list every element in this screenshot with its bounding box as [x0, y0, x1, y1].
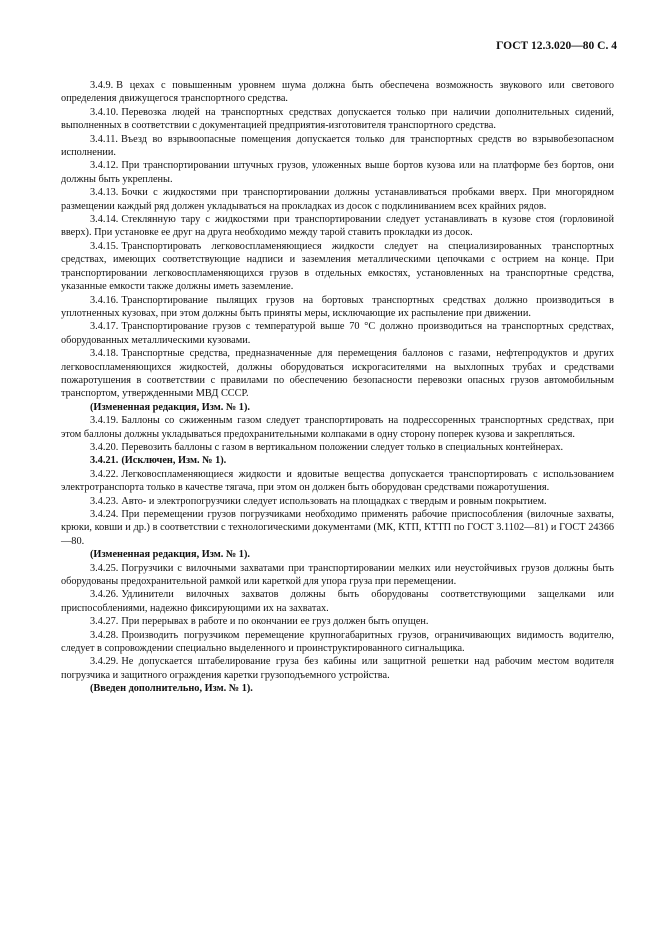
clause-paragraph [61, 508, 614, 548]
clause-number: 3.4.18. [90, 348, 119, 360]
clause-paragraph [61, 629, 614, 656]
clause-text: Транспортирование грузов с температурой выше 70 °С должно производиться на транспортных средствах, оборудованных металлическими кузовами. [61, 321, 614, 346]
clause-number: 3.4.16. [90, 294, 119, 306]
clause-text: Въезд во взрывоопасные помещения допускается только для транспортных средств во взрывобезопасном исполнении. [61, 133, 614, 159]
clause-text: Баллоны со сжиженным газом следует транспортировать на подрессоренных транспортных средствах, при этом баллоны должны укладываться предохранительными колпаками в одну сторону поперек кузова и закрепляться. [61, 415, 614, 440]
clause-paragraph [61, 186, 614, 213]
amendment-note [61, 454, 614, 467]
document-body [61, 79, 614, 696]
clause-text: Авто- и электропогрузчики следует использовать на площадках с твердым и ровным покрытием. [121, 495, 547, 507]
clause-number: 3.4.29. [90, 656, 119, 668]
clause-number: 3.4.9. [90, 80, 114, 91]
clause-number: 3.4.23. [90, 495, 119, 507]
clause-number: 3.4.20. [90, 441, 119, 453]
clause-text: При транспортировании штучных грузов, уложенных выше бортов кузова или на платформе без бортов, они должны быть укреплены. [61, 160, 614, 185]
amendment-text: (Измененная редакция, Изм. № 1). [90, 549, 250, 561]
clause-number: 3.4.14. [90, 214, 119, 226]
clause-paragraph [61, 562, 614, 589]
clause-text: Погрузчики с вилочными захватами при транспортировании мелких или неустойчивых грузов должны быть оборудованы предохранительной рамкой или кареткой для упора груза при перемещении. [61, 562, 614, 588]
amendment-text: (Измененная редакция, Изм. № 1). [90, 401, 250, 413]
clause-paragraph [61, 414, 614, 441]
amendment-text: (Исключен, Изм. № 1). [121, 455, 227, 467]
clause-paragraph [61, 655, 614, 682]
clause-number: 3.4.17. [90, 321, 119, 333]
clause-paragraph [61, 106, 614, 133]
clause-text: Легковоспламеняющиеся жидкости и ядовитые вещества допускается транспортировать с использованием электротранспорта только в качестве тягача, при этом он должен быть оборудован средствами пожаротушения. [61, 468, 614, 494]
clause-paragraph [61, 495, 614, 508]
clause-text: Транспортировать легковоспламеняющиеся жидкости следует на специализированных транспортных средствах, имеющих соответствующие надписи и заземления металлическими цепочками с острием на конце. При транспортировании легковоспламеняющихся грузов в отдельных емкостях, установленных на транспортные средства, указанные емкости также должны иметь заземление. [61, 240, 614, 293]
clause-number: 3.4.28. [90, 629, 119, 641]
clause-text: При перемещении грузов погрузчиками необходимо применять рабочие приспособления (вилочные захваты, крюки, ковши и др.) в соответствии с технологическими документами (МК, КТП, КТТП по ГОСТ 3.1102—81) и ГОСТ 24366—80. [61, 509, 614, 547]
clause-text: Перевозка людей на транспортных средствах допускается только при наличии дополнительных сидений, выполненных в соответствии с документацией предприятия-изготовителя транспортного средства. [61, 106, 614, 132]
clause-text: Стеклянную тару с жидкостями при транспортировании следует устанавливать в кузове стоя (горловиной вверх). При установке ее друг на друга необходимо между тарой ставить прокладки из досок. [61, 214, 614, 239]
clause-number: 3.4.13. [90, 187, 119, 199]
amendment-text: (Введен дополнительно, Изм. № 1). [90, 683, 253, 695]
clause-paragraph [61, 79, 614, 106]
clause-text: Производить погрузчиком перемещение крупногабаритных грузов, ограничивающих видимость водителю, следует в сопровождении специально выделенного и проинструктированного сигнальщика. [61, 629, 614, 655]
clause-paragraph [61, 347, 614, 401]
clause-paragraph [61, 441, 614, 454]
clause-text: Транспортирование пылящих грузов на бортовых транспортных средствах должно производиться в уплотненных кузовах, при этом должны быть приняты меры, исключающие их распыление при движении. [61, 294, 614, 319]
clause-paragraph [61, 133, 614, 160]
amendment-note [61, 682, 614, 695]
clause-paragraph [61, 320, 614, 347]
clause-paragraph [61, 615, 614, 628]
clause-number: 3.4.11. [90, 133, 118, 145]
clause-paragraph [61, 159, 614, 186]
clause-number: 3.4.21. [90, 455, 119, 467]
clause-number: 3.4.10. [90, 106, 119, 118]
clause-text: Не допускается штабелирование груза без кабины или защитной решетки над рабочим местом водителя погрузчика и защитного ограждения каретки грузоподъемного устройства. [61, 656, 614, 681]
clause-number: 3.4.24. [90, 509, 119, 520]
clause-text: В цехах с повышенным уровнем шума должна быть обеспечена возможность звукового или светового определения движущегося транспортного средства. [61, 80, 614, 105]
clause-text: Бочки с жидкостями при транспортировании должны устанавливаться пробками вверх. При многорядном размещении каждый ряд должен укладываться на прокладках из досок с подклиниванием всех крайних рядов. [61, 187, 614, 212]
page-header: ГОСТ 12.3.020—80 С. 4 [496, 40, 617, 52]
clause-text: Перевозить баллоны с газом в вертикальном положении следует только в специальных контейнерах. [121, 441, 564, 453]
amendment-note [61, 401, 614, 414]
clause-number: 3.4.27. [90, 616, 119, 628]
clause-paragraph [61, 294, 614, 321]
clause-number: 3.4.25. [90, 562, 119, 574]
clause-paragraph [61, 213, 614, 240]
clause-paragraph [61, 468, 614, 495]
clause-paragraph [61, 588, 614, 615]
clause-text: При перерывах в работе и по окончании ее груз должен быть опущен. [121, 616, 429, 628]
clause-number: 3.4.22. [90, 468, 119, 480]
clause-number: 3.4.26. [90, 589, 119, 601]
clause-number: 3.4.15. [90, 240, 119, 252]
clause-text: Удлинители вилочных захватов должны быть оборудованы соответствующими защелками или приспособлениями, надежно фиксирующими их на захватах. [61, 589, 614, 614]
clause-text: Транспортные средства, предназначенные для перемещения баллонов с газами, нефтепродуктов и других легковоспламеняющихся жидкостей, должны оборудоваться искрогасителями на выхлопных трубах и средствами пожаротушения в соответствии с правилами по обеспечению безопасности перевозки опасных грузов автомобильным транспортом, утвержденными МВД СССР. [61, 348, 614, 400]
clause-number: 3.4.19. [90, 415, 119, 427]
clause-number: 3.4.12. [90, 160, 119, 172]
clause-paragraph [61, 240, 614, 294]
amendment-note [61, 548, 614, 561]
